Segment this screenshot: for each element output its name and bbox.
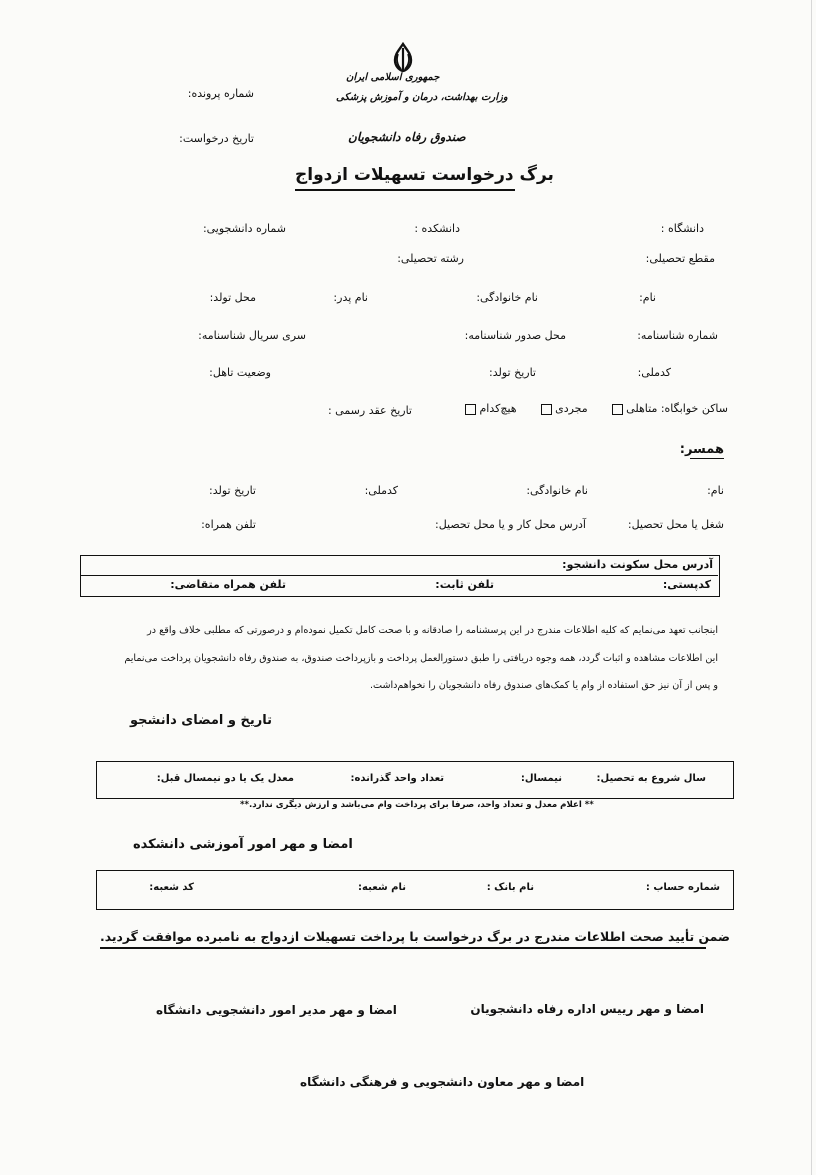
spouse-name-field: نام: (707, 484, 724, 497)
faculty-field: دانشکده : (414, 222, 460, 235)
field-of-study: رشته تحصیلی: (397, 252, 464, 265)
student-signature-label: تاریخ و امضای دانشجو (130, 713, 273, 728)
family-name-field: نام خانوادگی: (476, 291, 538, 304)
national-code-field: کدملی: (637, 366, 671, 379)
dorm-resident-label: ساکن خوابگاه: متاهلی (626, 402, 728, 415)
spouse-national-code-field: کدملی: (364, 484, 398, 497)
file-number-label: شماره پرونده: (187, 87, 254, 100)
education-note: ** اعلام معدل و تعداد واحد، صرفا برای پرداخت وام می‌باشد و ارزش دیگری ندارد.** (240, 800, 594, 810)
bank-name-label: نام بانک : (486, 882, 534, 893)
declaration-line2: این اطلاعات مشاهده و اثبات گردد، همه وجوه دریافتی را طبق دستورالعمل پرداخت و بازپرداخت صندوق، به صندوق رفاه دانشجویان پرداخت می‌نمایم (124, 653, 718, 664)
declaration-line1: اینجانب تعهد می‌نمایم که کلیه اطلاعات مندرج در این پرسشنامه را صادقانه و با صحت کامل تکمیل نموده‌ام و درصورتی که مطلبی خلاف واقع در (147, 625, 718, 636)
address-box-divider (80, 575, 718, 576)
branch-name-label: نام شعبه: (358, 882, 406, 893)
birth-date-field: تاریخ تولد: (489, 366, 536, 379)
start-year-label: سال شروع به تحصیل: (596, 773, 706, 784)
name-field: نام: (639, 291, 656, 304)
fund-name: صندوق رفاه دانشجویان (348, 130, 466, 144)
request-date-label: تاریخ درخواست: (179, 132, 254, 145)
dorm-none-label: هیچ‌کدام (479, 402, 517, 415)
ministry-line1: جمهوری اسلامی ایران (346, 72, 440, 83)
birth-place-field: محل تولد: (209, 291, 256, 304)
student-affairs-director-signature: امضا و مهر مدیر امور دانشجویی دانشگاه (156, 1003, 397, 1017)
spouse-mobile-field: تلفن همراه: (201, 518, 256, 531)
spouse-heading-underline (690, 458, 724, 459)
landline-label: تلفن ثابت: (435, 578, 494, 591)
id-number-field: شماره شناسنامه: (637, 329, 718, 342)
dorm-single-checkbox[interactable] (541, 404, 552, 415)
declaration-line3: و پس از آن نیز حق استفاده از وام یا کمک‌های صندوق رفاه دانشجویان را نخواهم‌داشت. (369, 680, 718, 691)
form-title: برگ درخواست تسهیلات ازدواج (295, 165, 554, 185)
account-number-label: شماره حساب : (645, 882, 720, 893)
spouse-heading: همسر: (679, 442, 724, 457)
branch-code-label: کد شعبه: (149, 882, 194, 893)
approval-statement: ضمن تأیید صحت اطلاعات مندرج در برگ درخواست با پرداخت تسهیلات ازدواج به نامبرده موافقت گردید. (100, 929, 730, 944)
student-number-field: شماره دانشجویی: (202, 222, 286, 235)
welfare-head-signature: امضا و مهر رییس اداره رفاه دانشجویان (470, 1002, 704, 1016)
spouse-occupation-field: شغل یا محل تحصیل: (627, 518, 724, 531)
applicant-mobile-label: تلفن همراه متقاضی: (170, 578, 286, 591)
approval-underline (100, 947, 706, 949)
id-issue-place-field: محل صدور شناسنامه: (464, 329, 566, 342)
postal-code-label: کدپستی: (662, 578, 711, 591)
dorm-row (462, 402, 728, 415)
spouse-work-address-field: آدرس محل کار و یا محل تحصیل: (434, 518, 586, 531)
emblem (388, 42, 418, 74)
dorm-single-label: مجردی (555, 402, 588, 415)
study-level-field: مقطع تحصیلی: (645, 252, 715, 265)
gpa-label: معدل یک یا دو نیمسال قبل: (156, 773, 294, 784)
id-serial-field: سری سریال شناسنامه: (198, 329, 306, 342)
spouse-birth-date-field: تاریخ تولد: (209, 484, 256, 497)
page-edge (811, 0, 812, 1175)
address-label: آدرس محل سکونت دانشجو: (562, 558, 713, 571)
marriage-date-field: تاریخ عقد رسمی : (327, 404, 412, 417)
deputy-signature: امضا و مهر معاون دانشجویی و فرهنگی دانشگاه (300, 1075, 585, 1089)
title-underline (295, 189, 515, 191)
dorm-married-checkbox[interactable] (612, 404, 623, 415)
dorm-none-checkbox[interactable] (465, 404, 476, 415)
faculty-signature-label: امضا و مهر امور آموزشی دانشکده (133, 837, 353, 852)
spouse-family-name-field: نام خانوادگی: (526, 484, 588, 497)
semester-label: نیمسال: (520, 773, 562, 784)
university-field: دانشگاه : (660, 222, 704, 235)
father-name-field: نام پدر: (333, 291, 368, 304)
marital-status-field: وضعیت تاهل: (209, 366, 271, 379)
units-passed-label: تعداد واحد گذرانده: (350, 773, 444, 784)
ministry-line2: وزارت بهداشت، درمان و آموزش پزشکی (336, 92, 508, 103)
